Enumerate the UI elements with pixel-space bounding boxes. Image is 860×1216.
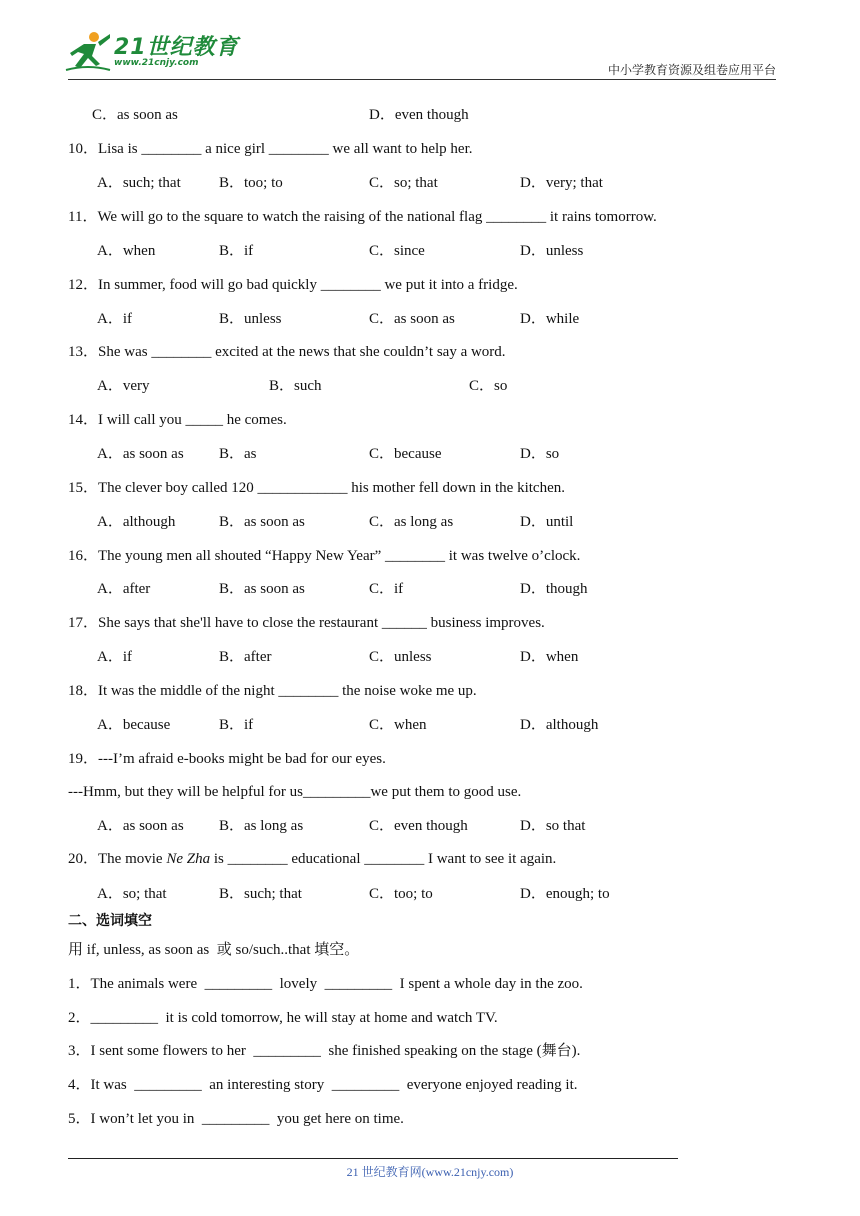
- answer-option[interactable]: B．after: [219, 649, 272, 665]
- question-text: 11．We will go to the square to watch the raising of the national flag ________ it rains tomorrow.: [68, 209, 657, 225]
- answer-option[interactable]: C．as long as: [369, 514, 454, 530]
- answer-option[interactable]: C．so; that: [369, 175, 438, 191]
- answer-option[interactable]: D．although: [520, 717, 599, 733]
- answer-option[interactable]: D．while: [520, 311, 580, 327]
- question-text: 12．In summer, food will go bad quickly ________ we put it into a fridge.: [68, 277, 518, 293]
- answer-option[interactable]: A．if: [97, 649, 132, 665]
- answer-option[interactable]: C．unless: [369, 649, 432, 665]
- runner-logo-icon: [64, 30, 112, 74]
- q20-movie-title: Ne Zha: [166, 851, 211, 867]
- question-text: ---Hmm, but they will be helpful for us_________we put them to good use.: [68, 784, 522, 800]
- section-title: 二、选词填空: [68, 913, 152, 929]
- answer-option[interactable]: C．if: [369, 581, 404, 597]
- answer-option[interactable]: A．as soon as: [97, 446, 184, 462]
- answer-option[interactable]: B．too; to: [219, 175, 283, 191]
- question-text: 16．The young men all shouted “Happy New Year” ________ it was twelve o’clock.: [68, 548, 581, 564]
- answer-option[interactable]: A．so; that: [97, 886, 167, 902]
- question-text: 19．---I’m afraid e-books might be bad for our eyes.: [68, 751, 386, 767]
- answer-option[interactable]: C．as soon as: [92, 107, 178, 123]
- question-text: 18．It was the middle of the night ________ the noise woke me up.: [68, 683, 477, 699]
- fill-item: 5．I won’t let you in _________ you get here on time.: [68, 1111, 404, 1127]
- site-logo[interactable]: [64, 30, 239, 76]
- fill-item: 1．The animals were _________ lovely _________ I spent a whole day in the zoo.: [68, 976, 583, 992]
- logo-text: 21世纪教育: [114, 35, 239, 60]
- answer-option[interactable]: A．although: [97, 514, 176, 530]
- answer-option[interactable]: B．if: [219, 243, 254, 259]
- answer-option[interactable]: B．as long as: [219, 818, 304, 834]
- answer-option[interactable]: B．such; that: [219, 886, 302, 902]
- fill-item: 3．I sent some flowers to her _________ she finished speaking on the stage (舞台).: [68, 1043, 581, 1059]
- answer-option[interactable]: C．as soon as: [369, 311, 455, 327]
- answer-option[interactable]: B．if: [219, 717, 254, 733]
- question-20: [68, 849, 556, 869]
- answer-option[interactable]: C．so: [469, 378, 508, 394]
- footer-text[interactable]: 21 世纪教育网(www.21cnjy.com): [346, 1165, 514, 1179]
- answer-option[interactable]: C．too; to: [369, 886, 433, 902]
- answer-option[interactable]: B．as soon as: [219, 514, 305, 530]
- answer-option[interactable]: A．such; that: [97, 175, 181, 191]
- answer-option[interactable]: D．so: [520, 446, 560, 462]
- q20-suffix: is ________ educational ________ I want to see it again.: [210, 851, 557, 867]
- answer-option[interactable]: D．enough; to: [520, 886, 610, 902]
- header-divider: [68, 79, 776, 80]
- section-instruction: 用 if, unless, as soon as 或 so/such..that 填空。: [68, 942, 360, 958]
- question-text: 17．She says that she'll have to close the restaurant ______ business improves.: [68, 615, 545, 631]
- answer-option[interactable]: B．as soon as: [219, 581, 305, 597]
- answer-option[interactable]: A．when: [97, 243, 156, 259]
- answer-option[interactable]: D．until: [520, 514, 574, 530]
- answer-option[interactable]: D．though: [520, 581, 588, 597]
- fill-item: 4．It was _________ an interesting story _________ everyone enjoyed reading it.: [68, 1077, 578, 1093]
- answer-option[interactable]: A．as soon as: [97, 818, 184, 834]
- answer-option[interactable]: B．such: [269, 378, 322, 394]
- answer-option[interactable]: A．very: [97, 378, 150, 394]
- answer-option[interactable]: C．because: [369, 446, 442, 462]
- answer-option[interactable]: C．since: [369, 243, 425, 259]
- answer-option[interactable]: A．after: [97, 581, 151, 597]
- answer-option[interactable]: C．even though: [369, 818, 468, 834]
- answer-option[interactable]: D．when: [520, 649, 579, 665]
- answer-option[interactable]: A．if: [97, 311, 132, 327]
- q20-prefix: 20．The movie: [68, 851, 167, 867]
- answer-option[interactable]: C．when: [369, 717, 427, 733]
- answer-option[interactable]: D．even though: [369, 107, 469, 123]
- logo-url: www.21cnjy.com: [114, 58, 199, 68]
- footer-divider: [68, 1158, 678, 1159]
- question-text: 10．Lisa is ________ a nice girl ________ we all want to help her.: [68, 141, 473, 157]
- question-text: 13．She was ________ excited at the news that she couldn’t say a word.: [68, 344, 506, 360]
- answer-option[interactable]: B．as: [219, 446, 257, 462]
- fill-item: 2．_________ it is cold tomorrow, he will stay at home and watch TV.: [68, 1010, 498, 1026]
- page-header: [0, 0, 860, 80]
- platform-name: 中小学教育资源及组卷应用平台: [607, 63, 776, 77]
- question-text: 15．The clever boy called 120 ____________ his mother fell down in the kitchen.: [68, 480, 565, 496]
- answer-option[interactable]: A．because: [97, 717, 171, 733]
- answer-option[interactable]: D．very; that: [520, 175, 603, 191]
- answer-option[interactable]: B．unless: [219, 311, 282, 327]
- answer-option[interactable]: D．so that: [520, 818, 586, 834]
- answer-option[interactable]: D．unless: [520, 243, 584, 259]
- question-text: 14．I will call you _____ he comes.: [68, 412, 287, 428]
